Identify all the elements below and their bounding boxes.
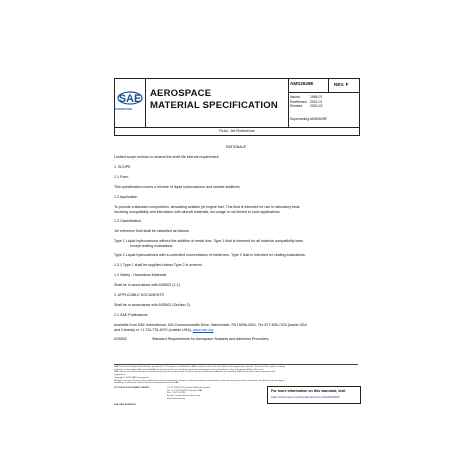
section-1-3-1: 1.3.1 Type 1 shall be supplied unless Type 2 is ordered. bbox=[114, 263, 203, 267]
footer-rights-2: recording, or otherwise, without the prior written permission of SAE. bbox=[114, 382, 180, 385]
order-email: Email: CustomerService@sae.org bbox=[167, 395, 200, 398]
footer-note-2: voluntary, and its applicability and suitability for any particular use, including any patent infringement arising therefrom, is the sole responsibility of the user." bbox=[114, 368, 265, 371]
section-1-1-text: This specification covers a mixture of liquid hydrocarbons and soluble additives. bbox=[114, 185, 241, 189]
section-1-heading: 1. SCOPE bbox=[114, 165, 131, 169]
doc-info-cell bbox=[288, 79, 359, 127]
logo-cell bbox=[115, 79, 146, 127]
revised-date: 2020-03 bbox=[310, 104, 323, 108]
doc-dates bbox=[290, 95, 322, 109]
revision-label: REV. F bbox=[334, 82, 349, 87]
section-2-1-heading: 2.1 SAE Publications bbox=[114, 313, 148, 317]
order-web: http://www.sae.org bbox=[167, 397, 185, 400]
order-fax: Fax: 724-776-0790 bbox=[167, 392, 186, 395]
footer-note-3: SAE reviews each technical report at least every five years at which time it may be revised, reaffirmed, stabilized, or cancelled. SAE invites your written comments and bbox=[114, 371, 276, 374]
sae-logo-icon bbox=[117, 85, 143, 111]
section-1-2-text-line1: To provide a standard composition, simulating aviation jet engine fuel. This fluid is intended for use in laboratory tests bbox=[114, 205, 300, 209]
reference-title: Standard Requirements for Aerospace Sealants and Adhesion Promoters bbox=[152, 337, 269, 341]
footer-notes bbox=[114, 366, 285, 385]
type-1-line1: Type 1 Liquid hydrocarbons without the addition of metal ions. Type 1 fluid is intended for all material compatibility tests bbox=[114, 239, 304, 243]
order-heading: TO PLACE A DOCUMENT ORDER: bbox=[114, 387, 150, 389]
order-contacts bbox=[167, 387, 210, 401]
doc-title-line2: MATERIAL SPECIFICATION bbox=[150, 100, 278, 111]
rationale-text: Limited scope revision to amend the shelf life interval requirement. bbox=[114, 155, 220, 159]
more-info-heading: For more information on this standard, visit bbox=[271, 389, 346, 393]
footer-rights-1: All rights reserved. No part of this publication may be reproduced, stored in a retrieval system or transmitted, in any form or by any means, electronic, mechanical, photocopying, bbox=[114, 379, 285, 382]
section-1-4-heading: 1.4 Safety - Hazardous Materials bbox=[114, 273, 167, 277]
section-2-heading: 2. APPLICABLE DOCUMENTS bbox=[114, 293, 164, 297]
footer-note-1: SAE Technical Standards Board Rules provide that: "This report is published by SAE to advance the state of technical and engineering sciences. The use of this report is entirely bbox=[114, 366, 285, 368]
order-tel: Tel: 877-606-7323 (inside USA and Canada) bbox=[167, 387, 210, 389]
section-1-3-heading: 1.3 Classification bbox=[114, 219, 142, 223]
footer-copyright: Copyright © 2020 SAE International bbox=[114, 376, 149, 379]
order-tel-2: Tel: +1 724-776-4970 (outside USA) bbox=[167, 389, 202, 392]
reference-code: AS5502 bbox=[114, 337, 127, 341]
footer-divider bbox=[114, 364, 358, 365]
type-2-line: Type 2 Liquid hydrocarbons with a controlled concentration of metal ions. Type 2 fluid is intended for chafing evaluations. bbox=[114, 253, 306, 257]
sae-website-link[interactable]: www.sae.org bbox=[192, 327, 214, 332]
web-address-label: SAE WEB ADDRESS: bbox=[114, 404, 137, 406]
logo-tagline: INTERNATIONAL bbox=[114, 109, 133, 111]
issued-label: Issued bbox=[290, 95, 300, 99]
title-cell bbox=[145, 79, 289, 127]
section-2-1-text-line1: Available from SAE International, 400 Commonwealth Drive, Warrendale, PA 15096-0001, Tel: 877-606-7323 (inside USA bbox=[114, 323, 307, 327]
reaffirmed-label: Reaffirmed bbox=[290, 99, 307, 104]
revision-cell bbox=[328, 79, 360, 92]
section-1-2-heading: 1.2 Application bbox=[114, 195, 138, 199]
reaffirmed-date: 2001-01 bbox=[310, 99, 323, 104]
footer-note-4: suggestions. bbox=[114, 374, 127, 377]
doc-number-row bbox=[288, 79, 359, 93]
superseding-note: Superseding AMS2629E bbox=[290, 117, 327, 121]
more-info-link[interactable]: https://www.sae.org/standards/content/AMS2629F bbox=[271, 395, 340, 399]
section-2-1-text-line2-body: and Canada) or +1 724-776-4970 (outside USA), bbox=[114, 327, 192, 332]
section-1-3-text: Jet reference fluid shall be classified as follows: bbox=[114, 229, 190, 233]
revised-label: Revised bbox=[290, 104, 303, 108]
more-info-box bbox=[267, 386, 361, 404]
document-subject: Fluid, Jet Reference bbox=[114, 126, 360, 136]
section-2-1-text-line2 bbox=[114, 328, 213, 333]
svg-text:SAE: SAE bbox=[118, 93, 142, 105]
section-1-1-heading: 1.1 Form bbox=[114, 175, 129, 179]
issued-date: 1986-07 bbox=[310, 95, 323, 99]
section-2-text: Shall be in accordance with AS5502 (Section 2). bbox=[114, 303, 191, 307]
type-1-line2: except chafing evaluations. bbox=[130, 243, 174, 248]
document-header bbox=[114, 78, 360, 128]
doc-title-line1: AEROSPACE bbox=[150, 88, 212, 99]
section-1-2-text-line2: involving compatibility and interaction with aircraft materials, but usage is not limited to such applications. bbox=[114, 209, 281, 214]
doc-number: AMS2629E bbox=[290, 81, 314, 86]
rationale-heading: RATIONALE bbox=[225, 145, 247, 149]
document-page bbox=[97, 0, 361, 458]
section-1-4-text: Shall be in accordance with AS5502 (1.1). bbox=[114, 283, 181, 287]
